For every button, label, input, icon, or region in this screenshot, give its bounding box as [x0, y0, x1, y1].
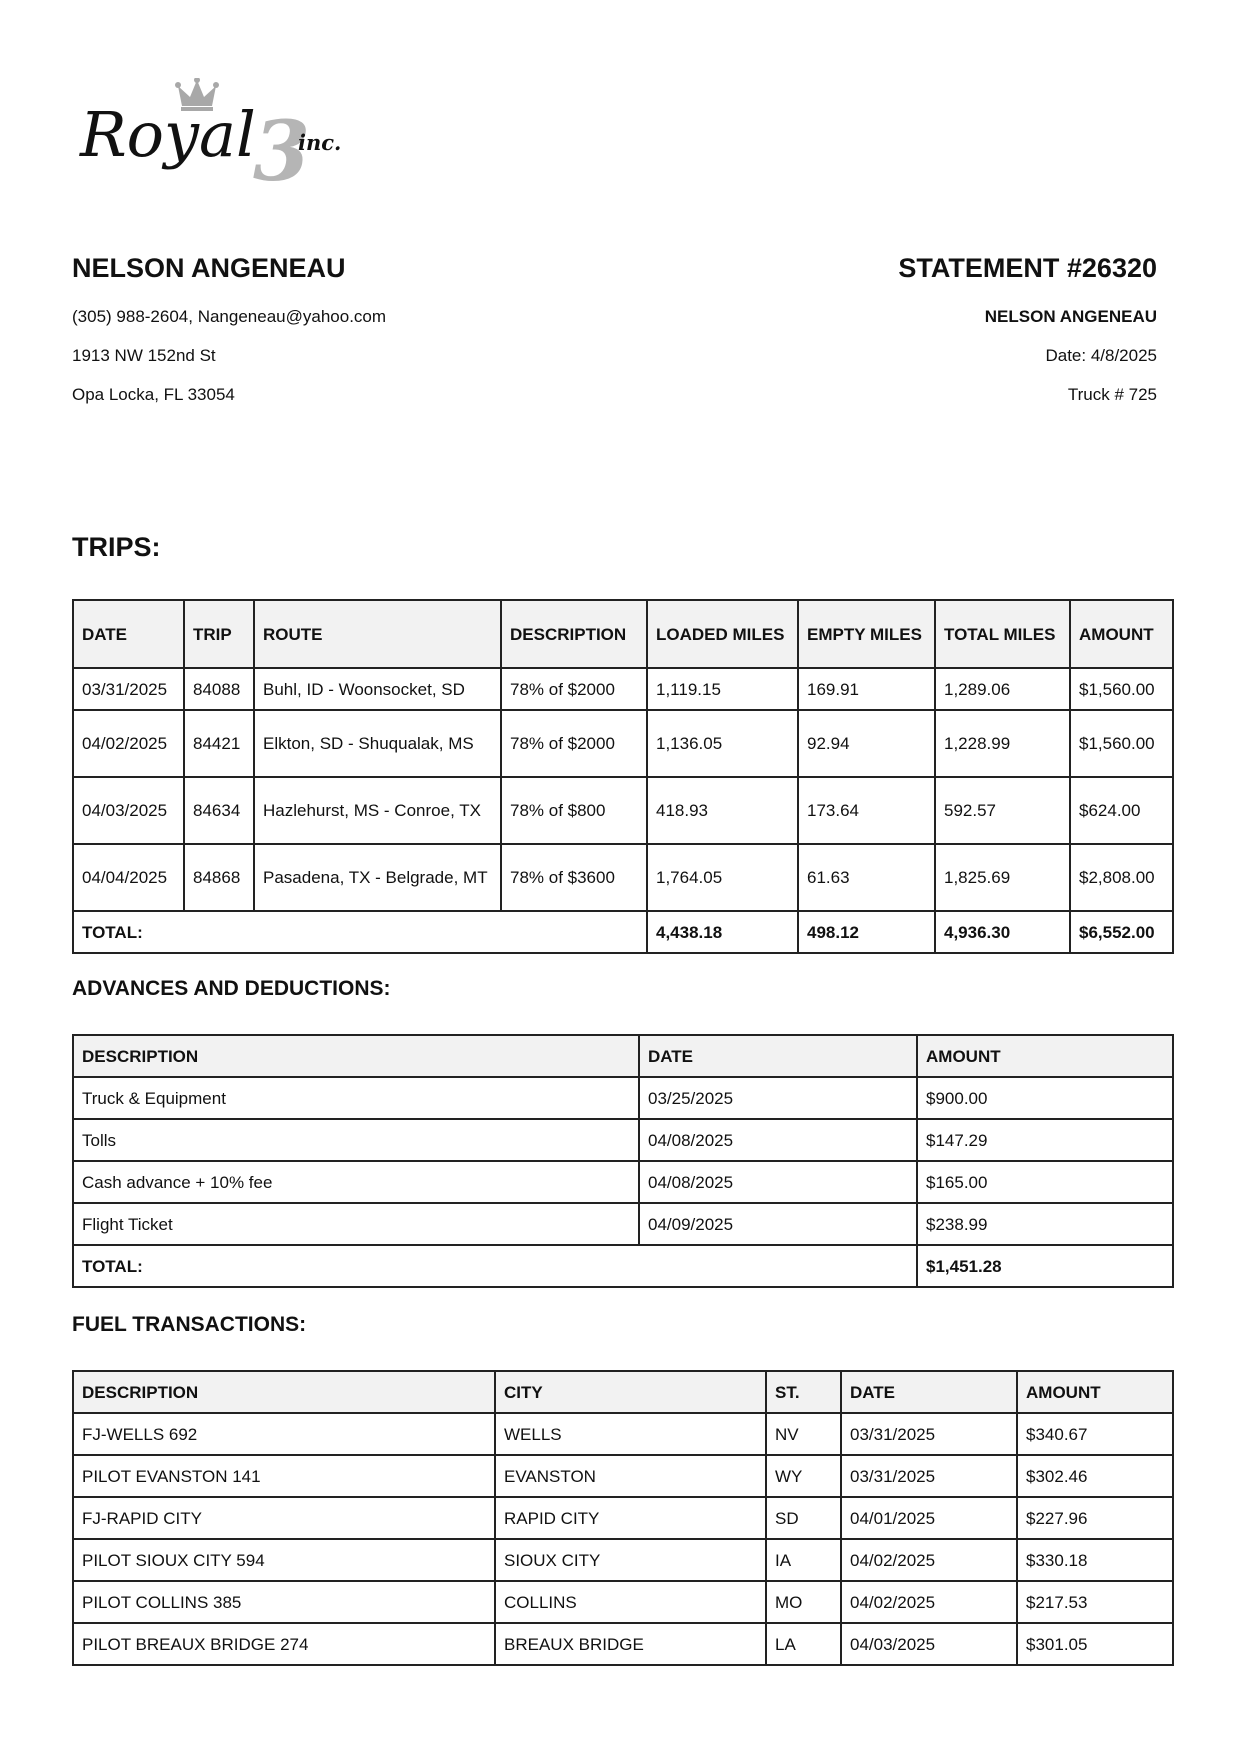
trip-loaded-miles: 1,119.15 — [647, 668, 798, 710]
trip-total-miles: 1,228.99 — [935, 710, 1070, 777]
fuel-amount: $217.53 — [1017, 1581, 1173, 1623]
fuel-description: PILOT COLLINS 385 — [73, 1581, 495, 1623]
fuel-amount: $227.96 — [1017, 1497, 1173, 1539]
total-amount: $6,552.00 — [1070, 911, 1173, 953]
advances-total-row — [73, 1245, 1173, 1287]
table-row — [73, 844, 1173, 911]
fuel-amount: $340.67 — [1017, 1413, 1173, 1455]
column-header: TRIP — [184, 600, 254, 668]
advances-header-row — [73, 1035, 1173, 1077]
trip-amount: $1,560.00 — [1070, 710, 1173, 777]
total-loaded-miles: 4,438.18 — [647, 911, 798, 953]
trip-loaded-miles: 1,764.05 — [647, 844, 798, 911]
trip-description: 78% of $800 — [501, 777, 647, 844]
trip-route: Buhl, ID - Woonsocket, SD — [254, 668, 501, 710]
logo-numeral: 3 — [253, 104, 311, 193]
advance-amount: $165.00 — [917, 1161, 1173, 1203]
column-header: ST. — [766, 1371, 841, 1413]
trip-number: 84868 — [184, 844, 254, 911]
statement-date: Date: 4/8/2025 — [1045, 346, 1157, 365]
fuel-table — [72, 1370, 1174, 1666]
advance-description: Flight Ticket — [73, 1203, 639, 1245]
trip-empty-miles: 173.64 — [798, 777, 935, 844]
statement-title: STATEMENT #26320 — [898, 253, 1157, 283]
fuel-state: NV — [766, 1413, 841, 1455]
fuel-state: MO — [766, 1581, 841, 1623]
trip-date: 03/31/2025 — [73, 668, 184, 710]
advance-description: Cash advance + 10% fee — [73, 1161, 639, 1203]
trip-number: 84088 — [184, 668, 254, 710]
fuel-header-row — [73, 1371, 1173, 1413]
advance-description: Truck & Equipment — [73, 1077, 639, 1119]
trip-description: 78% of $2000 — [501, 668, 647, 710]
table-row — [73, 1497, 1173, 1539]
fuel-date: 04/02/2025 — [841, 1539, 1017, 1581]
fuel-state: WY — [766, 1455, 841, 1497]
advance-date: 04/08/2025 — [639, 1161, 917, 1203]
advance-amount: $238.99 — [917, 1203, 1173, 1245]
total-label: TOTAL: — [73, 911, 647, 953]
fuel-state: SD — [766, 1497, 841, 1539]
total-amount: $1,451.28 — [917, 1245, 1173, 1287]
total-empty-miles: 498.12 — [798, 911, 935, 953]
column-header: EMPTY MILES — [798, 600, 935, 668]
total-miles: 4,936.30 — [935, 911, 1070, 953]
fuel-amount: $301.05 — [1017, 1623, 1173, 1665]
advance-description: Tolls — [73, 1119, 639, 1161]
trip-route: Elkton, SD - Shuqualak, MS — [254, 710, 501, 777]
column-header: DATE — [73, 600, 184, 668]
trip-date: 04/04/2025 — [73, 844, 184, 911]
trip-date: 04/03/2025 — [73, 777, 184, 844]
fuel-city: BREAUX BRIDGE — [495, 1623, 766, 1665]
fuel-date: 04/03/2025 — [841, 1623, 1017, 1665]
fuel-state: IA — [766, 1539, 841, 1581]
table-row — [73, 1455, 1173, 1497]
column-header: DESCRIPTION — [501, 600, 647, 668]
column-header: DATE — [841, 1371, 1017, 1413]
column-header: DATE — [639, 1035, 917, 1077]
statement-info — [657, 248, 1157, 404]
trip-empty-miles: 61.63 — [798, 844, 935, 911]
advances-table — [72, 1034, 1174, 1288]
trips-header-row — [73, 600, 1173, 668]
trip-empty-miles: 169.91 — [798, 668, 935, 710]
trip-amount: $1,560.00 — [1070, 668, 1173, 710]
total-label: TOTAL: — [73, 1245, 917, 1287]
fuel-date: 03/31/2025 — [841, 1413, 1017, 1455]
advance-amount: $900.00 — [917, 1077, 1173, 1119]
advances-title: ADVANCES AND DEDUCTIONS: — [72, 977, 391, 1000]
column-header: ROUTE — [254, 600, 501, 668]
fuel-city: EVANSTON — [495, 1455, 766, 1497]
fuel-date: 04/02/2025 — [841, 1581, 1017, 1623]
advance-date: 04/09/2025 — [639, 1203, 917, 1245]
column-header: DESCRIPTION — [73, 1035, 639, 1077]
table-row — [73, 1581, 1173, 1623]
fuel-state: LA — [766, 1623, 841, 1665]
fuel-description: PILOT BREAUX BRIDGE 274 — [73, 1623, 495, 1665]
driver-info — [72, 248, 672, 404]
column-header: TOTAL MILES — [935, 600, 1070, 668]
column-header: CITY — [495, 1371, 766, 1413]
advance-date: 04/08/2025 — [639, 1119, 917, 1161]
trip-total-miles: 1,289.06 — [935, 668, 1070, 710]
logo-wordmark: Royal — [80, 98, 256, 171]
column-header: AMOUNT — [1070, 600, 1173, 668]
trips-title: TRIPS: — [72, 532, 161, 562]
advance-date: 03/25/2025 — [639, 1077, 917, 1119]
trip-route: Hazlehurst, MS - Conroe, TX — [254, 777, 501, 844]
table-row — [73, 668, 1173, 710]
statement-page — [72, 0, 1172, 1754]
table-row — [73, 1203, 1173, 1245]
trip-number: 84634 — [184, 777, 254, 844]
driver-address-line2: Opa Locka, FL 33054 — [72, 385, 235, 404]
fuel-date: 04/01/2025 — [841, 1497, 1017, 1539]
table-row — [73, 1623, 1173, 1665]
logo-suffix: inc. — [298, 130, 342, 155]
table-row — [73, 777, 1173, 844]
fuel-city: WELLS — [495, 1413, 766, 1455]
trip-amount: $624.00 — [1070, 777, 1173, 844]
fuel-city: SIOUX CITY — [495, 1539, 766, 1581]
fuel-description: PILOT EVANSTON 141 — [73, 1455, 495, 1497]
table-row — [73, 1161, 1173, 1203]
table-row — [73, 1119, 1173, 1161]
trip-loaded-miles: 418.93 — [647, 777, 798, 844]
trip-empty-miles: 92.94 — [798, 710, 935, 777]
trip-number: 84421 — [184, 710, 254, 777]
driver-name: NELSON ANGENEAU — [72, 253, 346, 283]
fuel-description: FJ-RAPID CITY — [73, 1497, 495, 1539]
fuel-city: RAPID CITY — [495, 1497, 766, 1539]
company-logo — [78, 78, 408, 193]
fuel-description: PILOT SIOUX CITY 594 — [73, 1539, 495, 1581]
fuel-city: COLLINS — [495, 1581, 766, 1623]
trip-amount: $2,808.00 — [1070, 844, 1173, 911]
column-header: LOADED MILES — [647, 600, 798, 668]
trip-loaded-miles: 1,136.05 — [647, 710, 798, 777]
advance-amount: $147.29 — [917, 1119, 1173, 1161]
trip-route: Pasadena, TX - Belgrade, MT — [254, 844, 501, 911]
table-row — [73, 1413, 1173, 1455]
trip-description: 78% of $2000 — [501, 710, 647, 777]
column-header: AMOUNT — [917, 1035, 1173, 1077]
table-row — [73, 1539, 1173, 1581]
column-header: AMOUNT — [1017, 1371, 1173, 1413]
trips-table — [72, 599, 1174, 954]
table-row — [73, 1077, 1173, 1119]
driver-contact: (305) 988-2604, Nangeneau@yahoo.com — [72, 307, 387, 326]
fuel-amount: $330.18 — [1017, 1539, 1173, 1581]
driver-address-line1: 1913 NW 152nd St — [72, 346, 216, 365]
column-header: DESCRIPTION — [73, 1371, 495, 1413]
trip-total-miles: 1,825.69 — [935, 844, 1070, 911]
trip-total-miles: 592.57 — [935, 777, 1070, 844]
trip-date: 04/02/2025 — [73, 710, 184, 777]
fuel-description: FJ-WELLS 692 — [73, 1413, 495, 1455]
fuel-date: 03/31/2025 — [841, 1455, 1017, 1497]
trips-total-row — [73, 911, 1173, 953]
table-row — [73, 710, 1173, 777]
truck-number: Truck # 725 — [1067, 385, 1157, 404]
statement-name: NELSON ANGENEAU — [984, 307, 1157, 326]
fuel-amount: $302.46 — [1017, 1455, 1173, 1497]
trip-description: 78% of $3600 — [501, 844, 647, 911]
fuel-title: FUEL TRANSACTIONS: — [72, 1313, 307, 1336]
